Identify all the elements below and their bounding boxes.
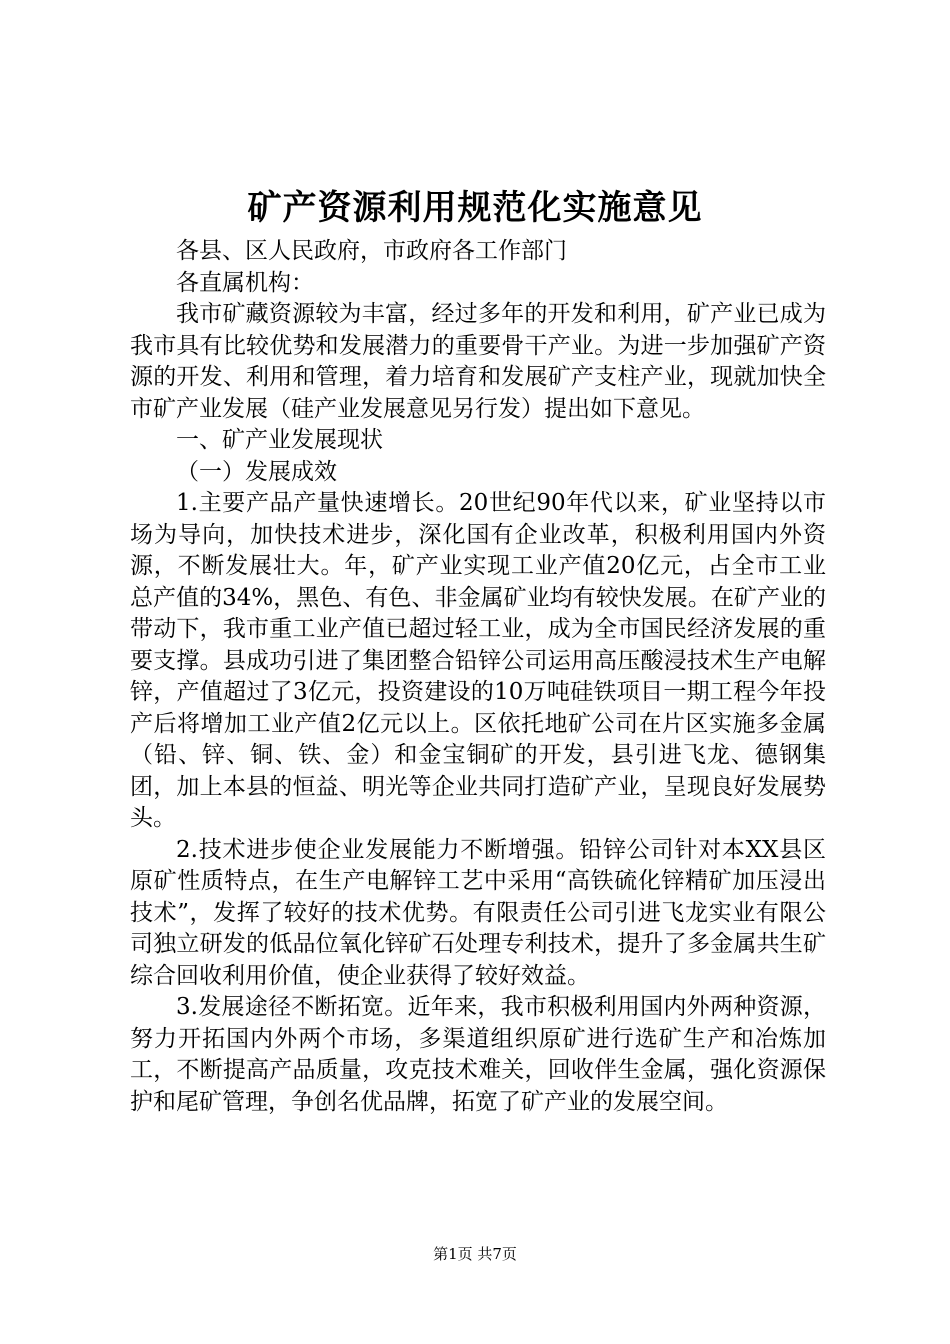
paragraph-recipients-2: 各直属机构： xyxy=(176,269,314,296)
paragraph-item-3: 3.发展途径不断拓宽。近年来，我市积极利用国内外两种资源，努力开拓国内外两个市场，多渠道组织原矿进行选矿生产和冶炼加工，不断提高产品质量，攻克技术难关，回收伴生金属，强化资源保护和尾矿管理，争创名优品牌，拓宽了矿产业的发展空间。 xyxy=(130,994,826,1115)
document-body xyxy=(130,236,826,1118)
document-title: 矿产资源利用规范化实施意见 xyxy=(247,188,703,228)
subsection-heading-1: （一）发展成效 xyxy=(176,458,337,485)
section-heading-1: 一、矿产业发展现状 xyxy=(176,427,383,453)
paragraph-item-1: 1.主要产品产量快速增长。20世纪90年代以来，矿业坚持以市场为导向，加快技术进步，深化国有企业改革，积极利用国内外资源，不断发展壮大。年，矿产业实现工业产值20亿元，占全市工业总产值的34%，黑色、有色、非金属矿业均有较快发展。在矿产业的带动下，我市重工业产值已超过轻工业，成为全市国民经济发展的重要支撑。县成功引进了集团整合铅锌公司运用高压酸浸技术生产电解锌，产值超过了3亿元，投资建设的10万吨硅铁项目一期工程今年投产后将增加工业产值2亿元以上。区依托地矿公司在片区实施多金属（铅、锌、铜、铁、金）和金宝铜矿的开发，县引进飞龙、德钢集团，加上本县的恒益、明光等企业共同打造矿产业，呈现良好发展势头。 xyxy=(130,490,826,831)
paragraph-item-2: 2.技术进步使企业发展能力不断增强。铅锌公司针对本XX县区原矿性质特点，在生产电解锌工艺中采用“高铁硫化锌精矿加压浸出技术”，发挥了较好的技术优势。有限责任公司引进飞龙实业有限公司独立研发的低品位氧化锌矿石处理专利技术，提升了多金属共生矿综合回收利用价值，使企业获得了较好效益。 xyxy=(130,836,826,989)
paragraph-intro: 我市矿藏资源较为丰富，经过多年的开发和利用，矿产业已成为我市具有比较优势和发展潜力的重要骨干产业。为进一步加强矿产资源的开发、利用和管理，着力培育和发展矿产支柱产业，现就加快全市矿产业发展（硅产业发展意见另行发）提出如下意见。 xyxy=(130,301,826,422)
paragraph-recipients: 各县、区人民政府，市政府各工作部门 xyxy=(176,238,567,264)
page-footer: 第1页 共7页 xyxy=(433,1245,517,1263)
